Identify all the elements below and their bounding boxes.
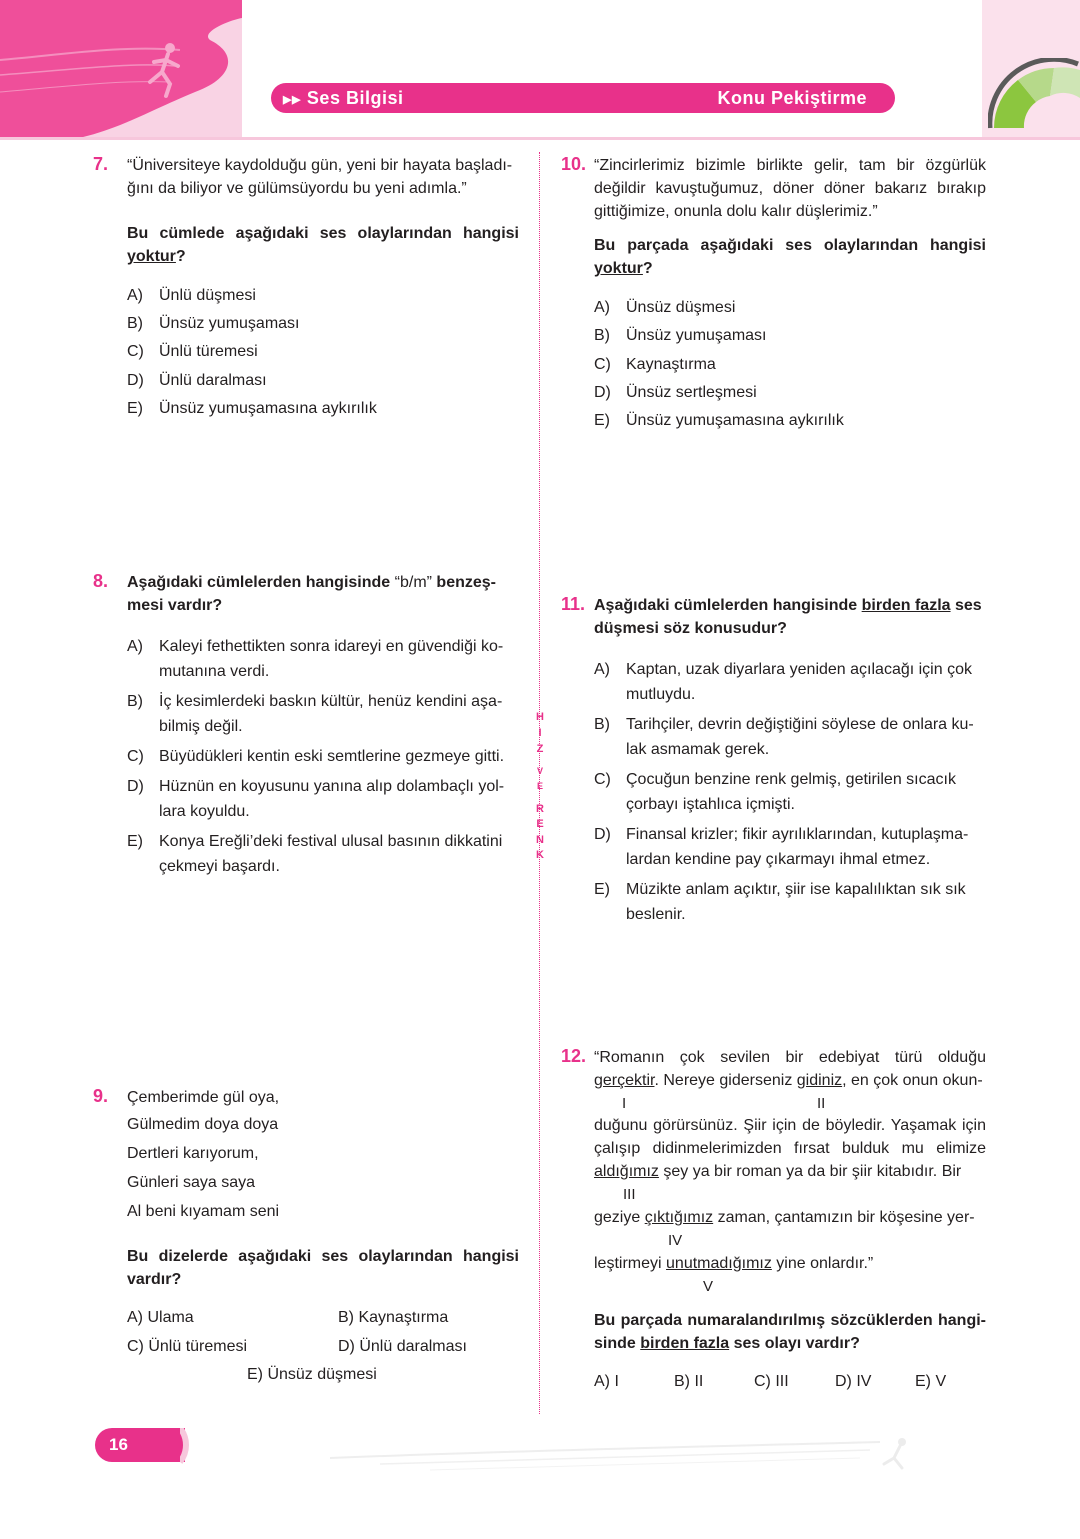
question-text: “Zincirlerimiz bizimle birlikte gelir, tam bir özgürlük	[594, 157, 986, 174]
answer-option[interactable]: B) II	[674, 1373, 704, 1390]
question-text: “Üniversiteye kaydolduğu gün, yeni bir hayata başladı-	[127, 157, 513, 174]
side-letter: I	[538, 727, 542, 739]
question-text: gittiğimize, onunla dolu kalır düşlerimiz.”	[594, 203, 878, 220]
answer-option[interactable]: D) Ünsüz sertleşmesi	[594, 384, 757, 401]
answer-option[interactable]: B) Kaynaştırma	[338, 1309, 449, 1326]
passage-text: çalışıp didinmelerimizden fırsat bulduk mu elimize	[594, 1140, 986, 1157]
side-letter: H	[536, 711, 544, 723]
passage-text: leştirmeyi unutmadığımız yine onlardır.”	[594, 1255, 874, 1272]
question-prompt: vardır?	[127, 1271, 182, 1288]
side-letter: E	[536, 818, 544, 830]
answer-option[interactable]: A) Ulama	[127, 1309, 194, 1326]
question-prompt: Aşağıdaki cümlelerden hangisinde “b/m” benzeş-	[127, 574, 496, 591]
passage-text: aldığımız şey ya bir roman ya da bir şiir kitabıdır. Bir	[594, 1163, 962, 1180]
question-prompt: Aşağıdaki cümlelerden hangisinde birden fazla ses	[594, 597, 982, 614]
roman-numeral: IV	[668, 1232, 683, 1249]
answer-option[interactable]: D) Finansal krizler; fikir ayrılıklarından, kutuplaşma- lardan kendine pay çıkarmayı ihmal etmez.	[594, 826, 969, 868]
answer-option[interactable]: A) Kaleyi fethettikten sonra idareyi en güvendiği ko- mutanına verdi.	[127, 638, 504, 680]
answer-option[interactable]: B) Ünsüz yumuşaması	[127, 315, 300, 332]
passage-text: “Romanın çok sevilen bir edebiyat türü olduğu	[594, 1049, 986, 1066]
double-arrow-icon: ▶▶	[283, 94, 301, 106]
answer-option[interactable]: A) I	[594, 1373, 619, 1390]
answer-option[interactable]: E) Ünsüz düşmesi	[247, 1366, 377, 1383]
answer-option[interactable]: C) Büyüdükleri kentin eski semtlerine gezmeye gitti.	[127, 748, 505, 765]
answer-option[interactable]: E) Ünsüz yumuşamasına aykırılık	[594, 412, 844, 429]
answer-option[interactable]: C) Ünlü türemesi	[127, 343, 258, 360]
unit-title: Ses Bilgisi	[306, 88, 404, 108]
numbered-word: çıktığımız	[644, 1209, 714, 1226]
numbered-word: gerçektir	[594, 1072, 655, 1089]
roman-numeral: I	[622, 1095, 627, 1112]
answer-option[interactable]: E) Müzikte anlam açıktır, şiir ise kapalılıktan sık sık beslenir.	[594, 881, 966, 923]
question-prompt: Bu dizelerde aşağıdaki ses olaylarından hangisi	[127, 1248, 519, 1265]
answer-option[interactable]: E) V	[915, 1373, 947, 1390]
unit-title-banner	[271, 83, 521, 113]
answer-option[interactable]: D) IV	[835, 1373, 872, 1390]
question-prompt: düşmesi söz konusudur?	[594, 620, 787, 637]
question-prompt: mesi vardır?	[127, 597, 223, 614]
gauge-icon	[988, 58, 1080, 130]
answer-option[interactable]: E) Ünsüz yumuşamasına aykırılık	[127, 400, 377, 417]
roman-numeral: III	[623, 1186, 636, 1203]
answer-option[interactable]: E) Konya Ereğli’deki festival ulusal basının dikkatini çekmeyi başardı.	[127, 833, 503, 875]
side-letter: V	[536, 766, 543, 776]
question-number: 12.	[561, 1046, 587, 1066]
question-number: 9.	[93, 1086, 109, 1106]
poem-line: Çemberimde gül oya,	[127, 1089, 280, 1106]
answer-option[interactable]: A) Kaptan, uzak diyarlara yeniden açılacağı için çok mutluydu.	[594, 661, 972, 703]
question-number: 8.	[93, 571, 109, 591]
question-text: ğını da biliyor ve gülümsüyordu bu yeni adımla.”	[127, 180, 467, 197]
question-number: 11.	[561, 594, 586, 614]
question-prompt-end: yoktur?	[127, 248, 186, 265]
answer-option[interactable]: C) Ünlü türemesi	[127, 1338, 248, 1355]
side-letter: E	[536, 781, 543, 791]
answer-option[interactable]: B) Ünsüz yumuşaması	[594, 327, 767, 344]
question-text: değildir kavuştuğumuz, döner döner bakarız bırakıp	[594, 180, 986, 197]
answer-option[interactable]: A) Ünsüz düşmesi	[594, 299, 736, 316]
answer-option[interactable]: C) Çocuğun benzine renk gelmiş, getirilen sıcacık çorbayı iştahlıca içmişti.	[594, 771, 956, 813]
side-letter: Z	[536, 743, 544, 755]
roman-numeral: II	[817, 1095, 826, 1112]
poem-line: Dertleri karıyorum,	[127, 1145, 259, 1162]
footer-decoration	[180, 1428, 940, 1478]
numbered-word: unutmadığımız	[666, 1255, 772, 1272]
runner-icon	[140, 40, 190, 100]
question-prompt: Bu cümlede aşağıdaki ses olaylarından hangisi	[127, 225, 519, 242]
question-number: 7.	[93, 154, 109, 174]
question-prompt-end: yoktur?	[594, 260, 653, 277]
roman-numeral: V	[703, 1278, 714, 1295]
poem-line: Al beni kıyamam seni	[127, 1203, 280, 1220]
passage-text: duğunu görürsünüz. Şiir için de böyledir. Yaşamak için	[594, 1117, 986, 1134]
question-prompt: Bu parçada numaralandırılmış sözcüklerden hangi-	[594, 1312, 986, 1329]
answer-option[interactable]: A) Ünlü düşmesi	[127, 287, 256, 304]
section-title: Konu Pekiştirme	[717, 88, 867, 108]
numbered-word: aldığımız	[594, 1163, 659, 1180]
question-number: 10.	[561, 154, 587, 174]
answer-option[interactable]: C) Kaynaştırma	[594, 356, 716, 373]
answer-option[interactable]: D) Ünlü daralması	[127, 372, 267, 389]
answer-option[interactable]: B) Tarihçiler, devrin değiştiğini söylese de onlara ku- lak asmamak gerek.	[594, 716, 974, 758]
answer-option[interactable]: D) Hüznün en koyusunu yanına alıp dolambaçlı yol- lara koyuldu.	[127, 778, 505, 820]
side-letter: R	[536, 803, 544, 815]
question-prompt: sinde birden fazla ses olayı vardır?	[594, 1335, 860, 1352]
section-title-banner	[521, 83, 895, 113]
numbered-word: gidiniz	[796, 1072, 843, 1089]
poem-line: Günleri saya saya	[127, 1174, 256, 1191]
answer-option[interactable]: B) İç kesimlerdeki baskın kültür, henüz kendini aşa- bilmiş değil.	[127, 693, 503, 735]
side-letter: K	[536, 849, 544, 861]
passage-text: gerçektir. Nereye giderseniz gidiniz, en çok onun okun-	[594, 1072, 983, 1089]
page-number: 16	[95, 1428, 185, 1462]
poem-line: Gülmedim doya doya	[127, 1116, 279, 1133]
side-letter: N	[536, 834, 544, 846]
passage-text: geziye çıktığımız zaman, çantamızın bir köşesine yer-	[594, 1209, 975, 1226]
question-prompt: Bu parçada aşağıdaki ses olaylarından hangisi	[594, 237, 986, 254]
answer-option[interactable]: D) Ünlü daralması	[338, 1338, 467, 1355]
answer-option[interactable]: C) III	[754, 1373, 789, 1390]
